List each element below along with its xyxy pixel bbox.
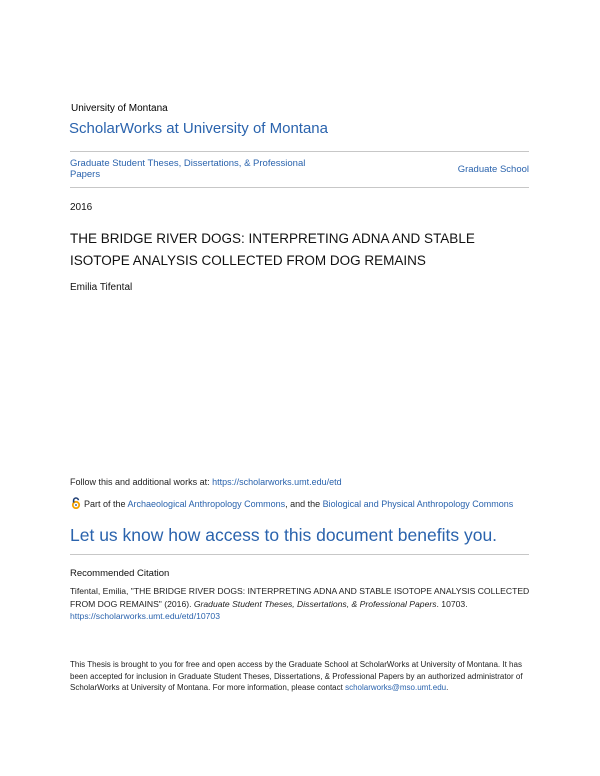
citation-body: Tifental, Emilia, "THE BRIDGE RIVER DOGS: INTERPRETING ADNA AND STABLE ISOTOPE ANALYSIS COLLECTED FROM DOG REMAINS" (2016). (70, 586, 530, 609)
author-name: Emilia Tifental (70, 282, 133, 293)
citation-series: Graduate Student Theses, Dissertations, & Professional Papers (193, 598, 437, 609)
divider (70, 187, 529, 188)
follow-text: Follow this and additional works at: (70, 477, 213, 487)
collection-link-graduate-school[interactable]: Graduate School (457, 164, 529, 175)
archaeological-anthropology-link[interactable]: Archaeological Anthropology Commons (127, 499, 286, 509)
scholarworks-link[interactable]: ScholarWorks at University of Montana (69, 120, 328, 137)
footer-text: This Thesis is brought to you for free and open access by the Graduate School at ScholarWorks at University of Montana. It has been accepted for inclusion in Graduate Student Theses, Dissertations, & Professional Papers by an authorized administrator of ScholarWorks at University of Montana. For more information, please contact (70, 660, 523, 692)
divider (70, 554, 529, 555)
footer-end: . (446, 683, 449, 692)
biological-anthropology-link[interactable]: Biological and Physical Anthropology Commons (322, 499, 514, 509)
open-access-icon (70, 497, 82, 509)
follow-url-link[interactable]: https://scholarworks.umt.edu/etd (212, 477, 342, 487)
divider (70, 151, 529, 152)
contact-email-link[interactable]: scholarworks@mso.umt.edu (345, 683, 447, 692)
collection-link-theses[interactable]: Graduate Student Theses, Dissertations, & Professional Papers (70, 158, 306, 180)
let-us-know-link[interactable]: Let us know how access to this document benefits you. (70, 525, 498, 545)
follow-line (70, 477, 342, 487)
institution-name: University of Montana (71, 103, 168, 114)
citation-number: . 10703. (436, 598, 468, 609)
part-of-middle: , and the (285, 499, 323, 509)
part-of-prefix: Part of the (84, 499, 128, 509)
citation-text (70, 585, 530, 623)
part-of-line (70, 497, 530, 512)
citation-url-link[interactable]: https://scholarworks.umt.edu/etd/10703 (70, 611, 220, 621)
footer-notice (70, 659, 532, 694)
document-title: THE BRIDGE RIVER DOGS: INTERPRETING ADNA AND STABLE ISOTOPE ANALYSIS COLLECTED FROM DOG REMAINS (70, 231, 475, 268)
recommended-citation-label: Recommended Citation (70, 568, 170, 579)
publication-year: 2016 (70, 202, 93, 213)
